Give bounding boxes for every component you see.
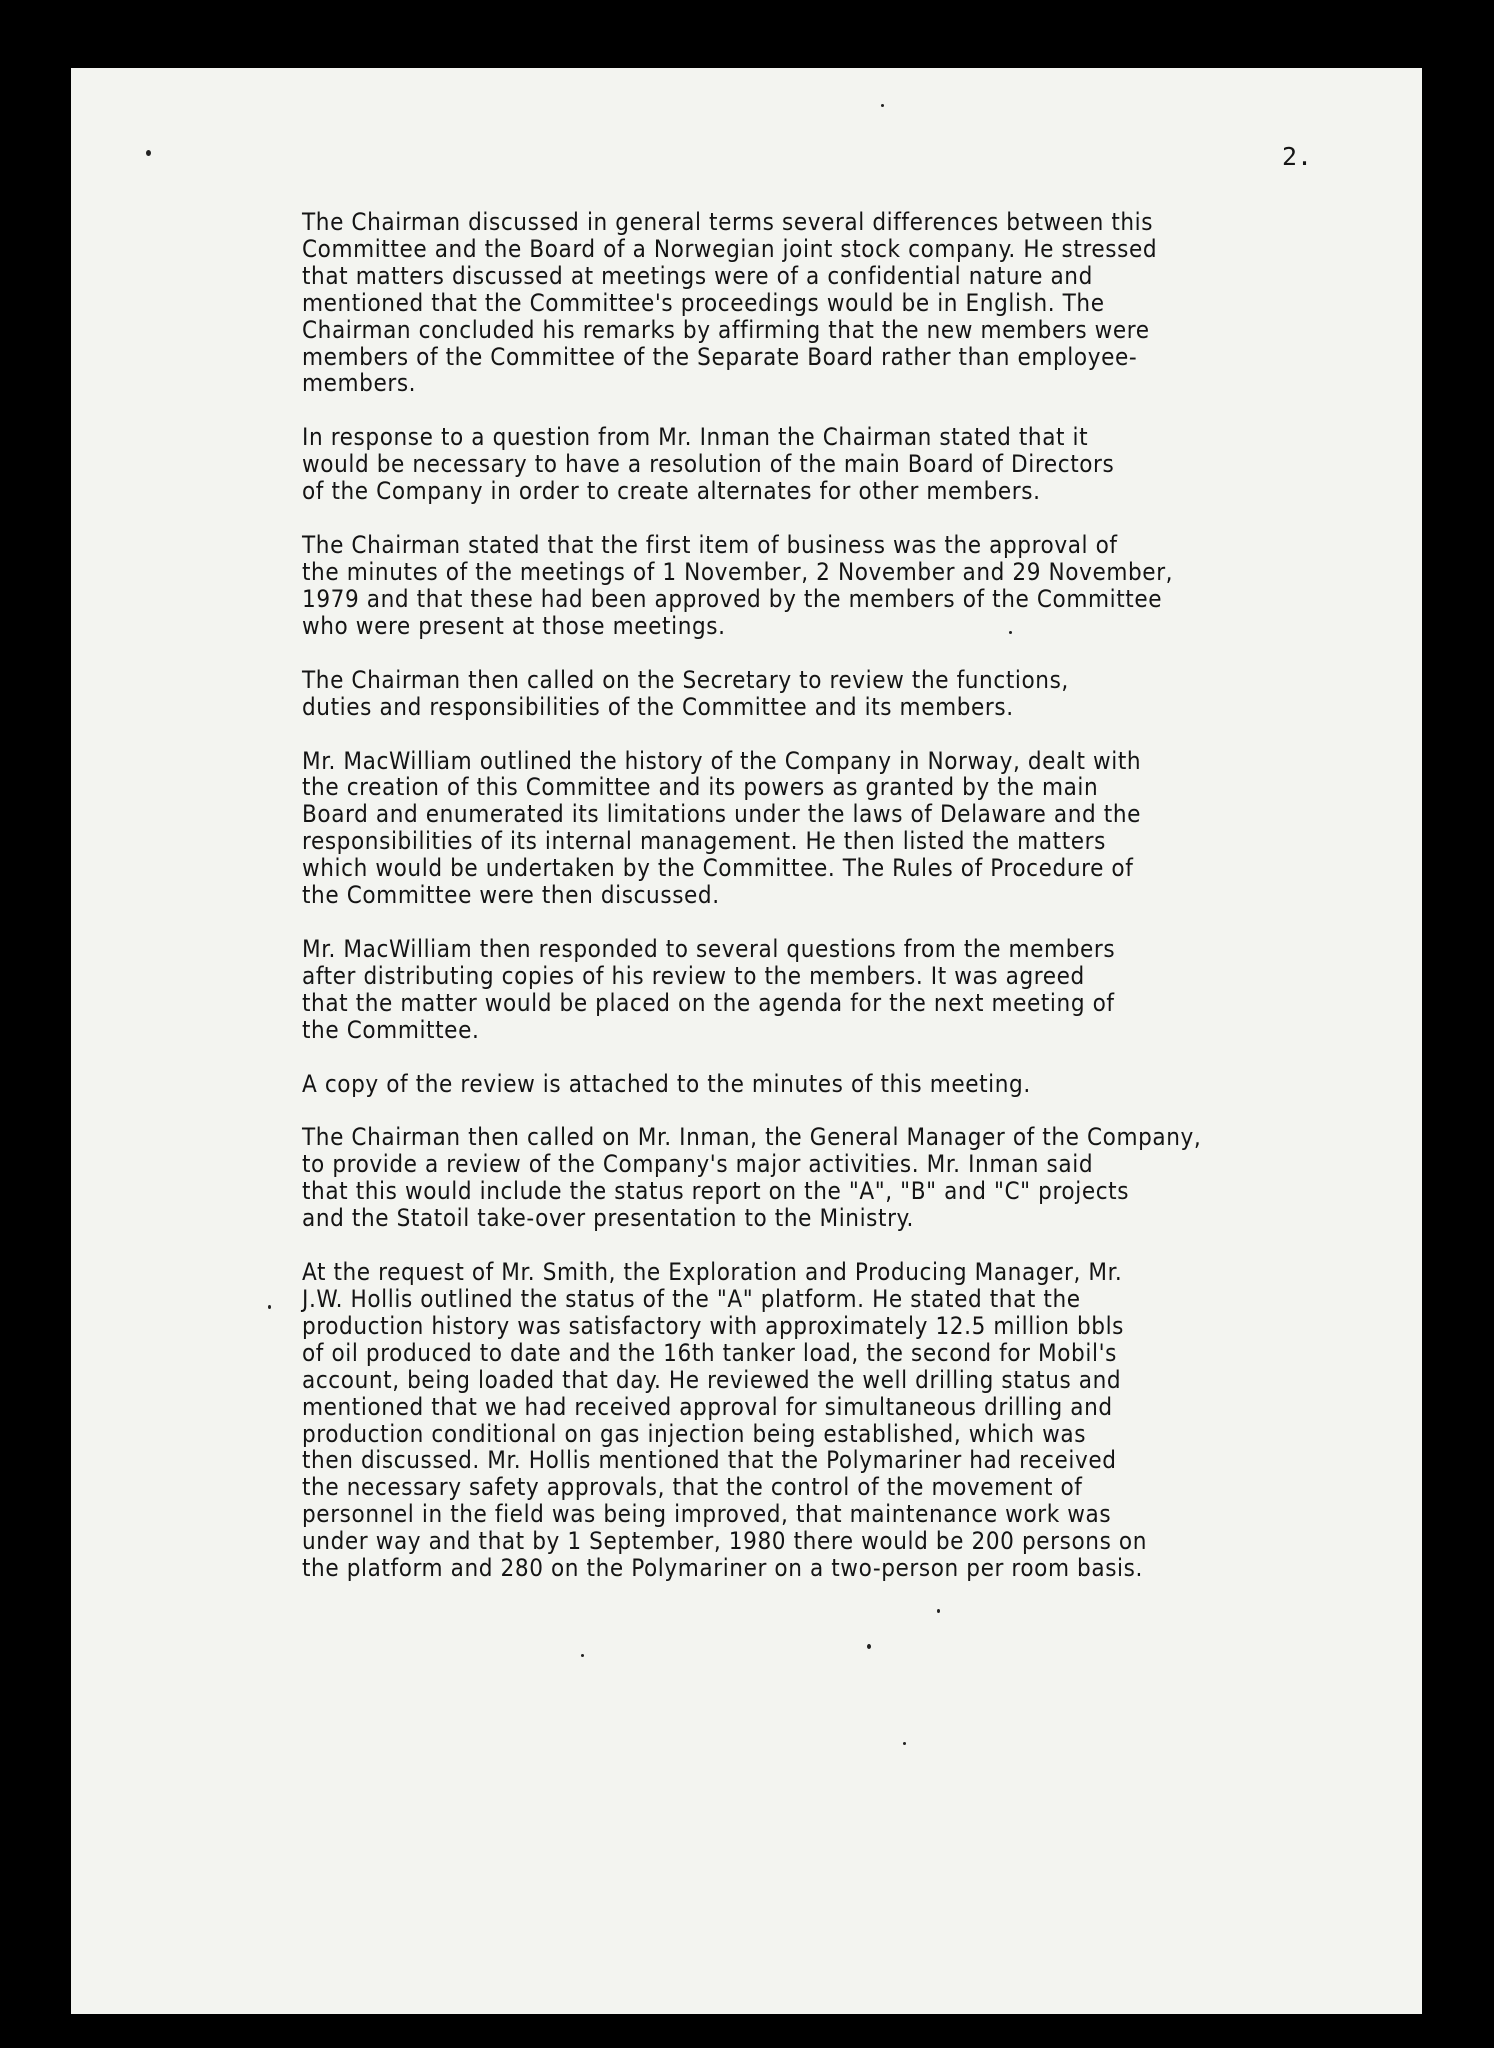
paragraph-minutes-approval: The Chairman stated that the first item of business was the approval of the minutes of the meetings of 1 November, 2 November and 29 November, 1979 and that these had been approved by the members of the Committee who were present at those meetings. (302, 531, 1174, 640)
paragraph-questions-response: Mr. MacWilliam then responded to several questions from the members after distributing copies of his review to the members. It was agreed that the matter would be placed on the agenda for the next meeting of the Committee. (302, 934, 1116, 1044)
paragraph-alternates-question: In response to a question from Mr. Inman the Chairman stated that it would be necessary to have a resolution of the main Board of Directors of the Company in order to create alternates for other members. (302, 423, 1115, 506)
paragraph-company-history: Mr. MacWilliam outlined the history of the Company in Norway, dealt with the creation of this Committee and its powers as granted by the main Board and enumerated its limitations under the laws of Delaware and the responsibilities of its internal management. He then listed the matters which would be undertaken by the Committee. The Rules of Procedure of the Committee were then discussed. (302, 746, 1142, 910)
document-body (302, 209, 1322, 1609)
scan-speck (903, 1742, 906, 1745)
scan-speck (867, 1644, 871, 1649)
scan-speck (268, 1305, 271, 1309)
scan-speck (937, 1609, 940, 1613)
scan-speck (1009, 631, 1012, 634)
paragraph-platform-status: At the request of Mr. Smith, the Exploration and Producing Manager, Mr. J.W. Hollis outlined the status of the "A" platform. He stated that the production history was satisfactory with approximately 12.5 million bbls of oil produced to date and the 16th tanker load, the second for Mobil's account, being loaded that day. He reviewed the well drilling status and mentioned that we had received approval for simultaneous drilling and production conditional on gas injection being established, which was then discussed. Mr. Hollis mentioned that the Polymariner had received the necessary safety approvals, that the control of the movement of personnel in the field was being improved, that maintenance work was under way and that by 1 September, 1980 there would be 200 persons on the platform and 280 on the Polymariner on a two-person per room basis. (302, 1258, 1147, 1583)
page-number: 2. (1282, 142, 1313, 171)
paragraph-secretary-review: The Chairman then called on the Secretary to review the functions, duties and responsibilities of the Committee and its members. (302, 665, 1069, 721)
paragraph-general-manager-review: The Chairman then called on Mr. Inman, the General Manager of the Company, to provide a review of the Company's major activities. Mr. Inman said that this would include the status report on the "A", "B" and "C" projects and the Statoil take-over presentation to the Ministry. (302, 1123, 1202, 1233)
scan-speck (581, 1654, 584, 1657)
scan-speck (146, 150, 151, 156)
paragraph-chairman-differences: The Chairman discussed in general terms several differences between this Committee and the Board of a Norwegian joint stock company. He stressed that matters discussed at meetings were of a confidential nature and mentioned that the Committee's proceedings would be in English. The Chairman concluded his remarks by affirming that the new members were members of the Committee of the Separate Board rather than employee- members. (302, 208, 1158, 398)
paragraph-review-attached: A copy of the review is attached to the minutes of this meeting. (302, 1069, 1031, 1098)
scan-speck (881, 104, 884, 107)
